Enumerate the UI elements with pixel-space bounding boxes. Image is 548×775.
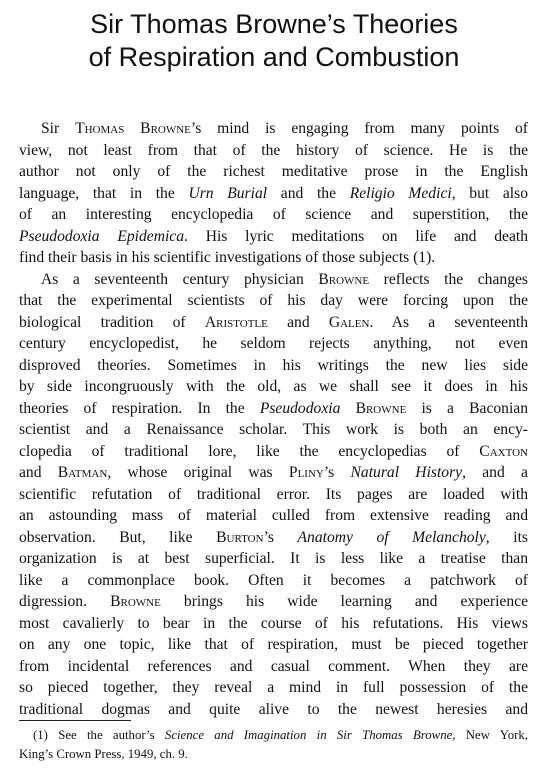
text-run: and the [267,184,350,202]
text-run: ’s mind is engaging from many points of [190,120,528,137]
text-run [340,400,355,417]
italic-title: Religio Medici [349,184,452,202]
body_lines-line [19,548,528,570]
body_lines-line [19,677,528,699]
name-smallcaps: Burton [216,528,264,546]
text-run: of an interesting encyclopedia of science and superstition, the [19,206,528,223]
text-run: . As a seventeenth [369,313,529,331]
text-run: theories of respiration. In the [19,399,260,417]
italic-title: Pseudodoxia [259,399,341,417]
body_lines-line [19,527,528,549]
text-run: most cavalierly to bear in the course of his refutations. His views [19,614,528,632]
text-run: King’s Crown Press, 1949, ch. 9. [19,747,188,761]
body_lines-line [19,570,528,592]
footnote-rule [19,720,131,721]
italic-title: Urn Burial [188,184,268,202]
name-smallcaps: Caxton [479,442,528,460]
body_lines-line [19,183,528,205]
text-run: observation. But, like [19,528,217,546]
text-run: clopedia of traditional lore, like the encyclopedias of [19,442,480,460]
title-line-2: of Respiration and Combustion [88,42,460,72]
page-title [30,8,518,74]
text-run: ’s [323,464,351,481]
text-run: and [19,464,58,481]
text-run: that the experimental scientists of his day were forcing upon the [19,292,528,309]
body_lines-line [19,312,528,334]
body_lines-line [19,204,528,226]
name-smallcaps: Browne [318,270,370,288]
text-run: organization is at best superficial. It is less like a treatise than [19,550,528,567]
text-run: ’s [263,528,298,546]
text-run: century encyclopedist, he seldom rejects anything, not even [19,335,528,352]
body_lines-line [19,140,528,162]
text-run: As a seventeenth century physician [41,270,319,288]
body-text [19,118,528,720]
name-smallcaps: Browne [355,399,407,417]
text-run: , its [485,528,528,546]
name-smallcaps: Browne [110,593,161,610]
body_lines-line [19,505,528,527]
title-line-1: Sir Thomas Browne’s Theories [90,9,458,39]
name-smallcaps: Batman [57,464,108,481]
text-run: and [267,313,329,331]
body_lines-line [19,226,528,248]
body_lines-line [19,333,528,355]
text-run: . His lyric meditations on life and death [184,227,528,245]
text-run: from incidental references and casual comment. When they are [19,657,528,675]
text-run: , but also [451,184,528,202]
text-run: by side incongruously with the old, as we shall see it does in his [19,378,528,395]
name-smallcaps: Thomas Browne [75,120,191,137]
text-run: view, not least from that of the history of science. He is the [19,141,528,159]
text-run: is a Baconian [406,399,529,417]
name-smallcaps: Pliny [288,464,324,481]
text-run: reflects the changes [369,270,528,288]
italic-title: Pseudodoxia Epidemica [19,227,185,245]
body_lines-line [19,462,528,484]
text-run: , and a [462,464,528,481]
text-run: traditional dogmas and quite alive to the newest heresies and [19,700,528,718]
text-run: find their basis in his scientific investigations of those subjects (1). [19,249,436,266]
footnote_lines-line [19,745,528,764]
text-run: author not only of the richest meditative prose in the English [19,163,528,180]
body_lines-line [19,419,528,441]
footnote [19,726,528,764]
italic-title: Anatomy of Melancholy [297,528,486,546]
body_lines-line [19,376,528,398]
text-run: on any one topic, like that of respiration, must be pieced together [19,636,528,653]
body_lines-line [19,699,528,721]
body_lines-line [19,269,528,291]
text-run: biological tradition of [19,313,205,331]
text-run: disproved theories. Sometimes in his writings the new lies side [19,356,528,374]
text-run: brings his wide learning and experience [160,593,528,610]
body_lines-line [19,613,528,635]
text-run: like a commonplace book. Often it becomes a patchwork of [19,571,528,589]
body_lines-line [19,634,528,656]
body_lines-line [19,290,528,312]
name-smallcaps: Aristotle [204,313,268,331]
text-run: , whose original was [107,464,289,481]
text-run: an astounding mass of material culled from extensive reading and [19,507,528,524]
text-run: digression. [19,593,111,610]
footnote_lines-line [19,726,528,745]
italic-title: Natural History [350,464,463,481]
text-run: , New York, [452,728,528,742]
name-smallcaps: Galen [328,313,370,331]
body_lines-line [19,118,528,140]
body_lines-line [19,656,528,678]
text-run: so pieced together, they reveal a mind in full possession of the [19,679,528,696]
text-run: language, that in the [19,184,189,202]
text-run: Sir [41,120,76,137]
body_lines-line [19,484,528,506]
text-run: scientific refutation of traditional error. Its pages are loaded with [19,485,528,503]
body_lines-line [19,441,528,463]
text-run: (1) See the author’s [33,728,165,742]
body_lines-line [19,398,528,420]
italic-title: Science and Imagination in Sir Thomas Browne [164,728,453,742]
body_lines-line [19,247,528,269]
body_lines-line [19,161,528,183]
text-run: scientist and a Renaissance scholar. This work is both an ency- [19,421,528,438]
body_lines-line [19,591,528,613]
body_lines-line [19,355,528,377]
